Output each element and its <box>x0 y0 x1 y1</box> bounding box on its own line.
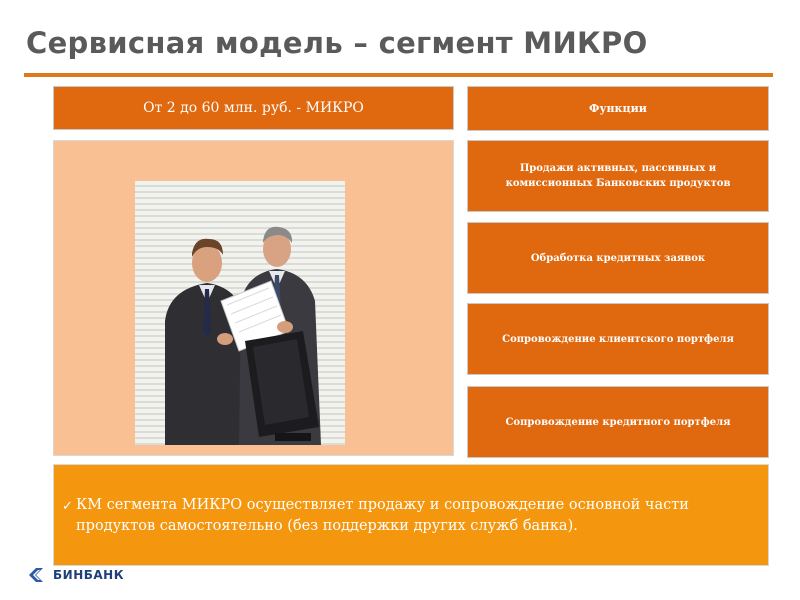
slide-title: Сервисная модель – сегмент МИКРО <box>26 26 648 60</box>
function-sales <box>467 140 769 212</box>
function-sales-label: Продажи активных, пассивных и комиссионных Банковских продуктов <box>505 163 731 189</box>
photo-panel <box>53 140 454 456</box>
binbank-logo-icon <box>27 566 47 584</box>
summary-text: КМ сегмента МИКРО осуществляет продажу и сопровождение основной части продуктов самостоятельно (без поддержки других служб банка). <box>76 497 689 534</box>
function-credit-portfolio <box>467 386 769 458</box>
function-credit-applications-label: Обработка кредитных заявок <box>530 252 706 264</box>
title-divider <box>24 73 773 77</box>
function-client-portfolio <box>467 303 769 375</box>
function-client-portfolio-label: Сопровождение клиентского портфеля <box>502 333 734 345</box>
function-credit-applications <box>467 222 769 294</box>
segment-header <box>53 86 454 130</box>
functions-header-label: Функции <box>589 102 647 115</box>
check-icon: ✓ <box>62 499 73 514</box>
function-credit-portfolio-label: Сопровождение кредитного портфеля <box>505 416 731 428</box>
functions-header <box>467 86 769 131</box>
summary-panel <box>53 464 769 566</box>
binbank-logo <box>27 566 124 584</box>
summary-bullet <box>62 495 756 537</box>
segment-label: От 2 до 60 млн. руб. - МИКРО <box>143 100 364 116</box>
business-meeting-photo <box>135 181 345 445</box>
logo-text: БИНБАНК <box>53 568 125 582</box>
